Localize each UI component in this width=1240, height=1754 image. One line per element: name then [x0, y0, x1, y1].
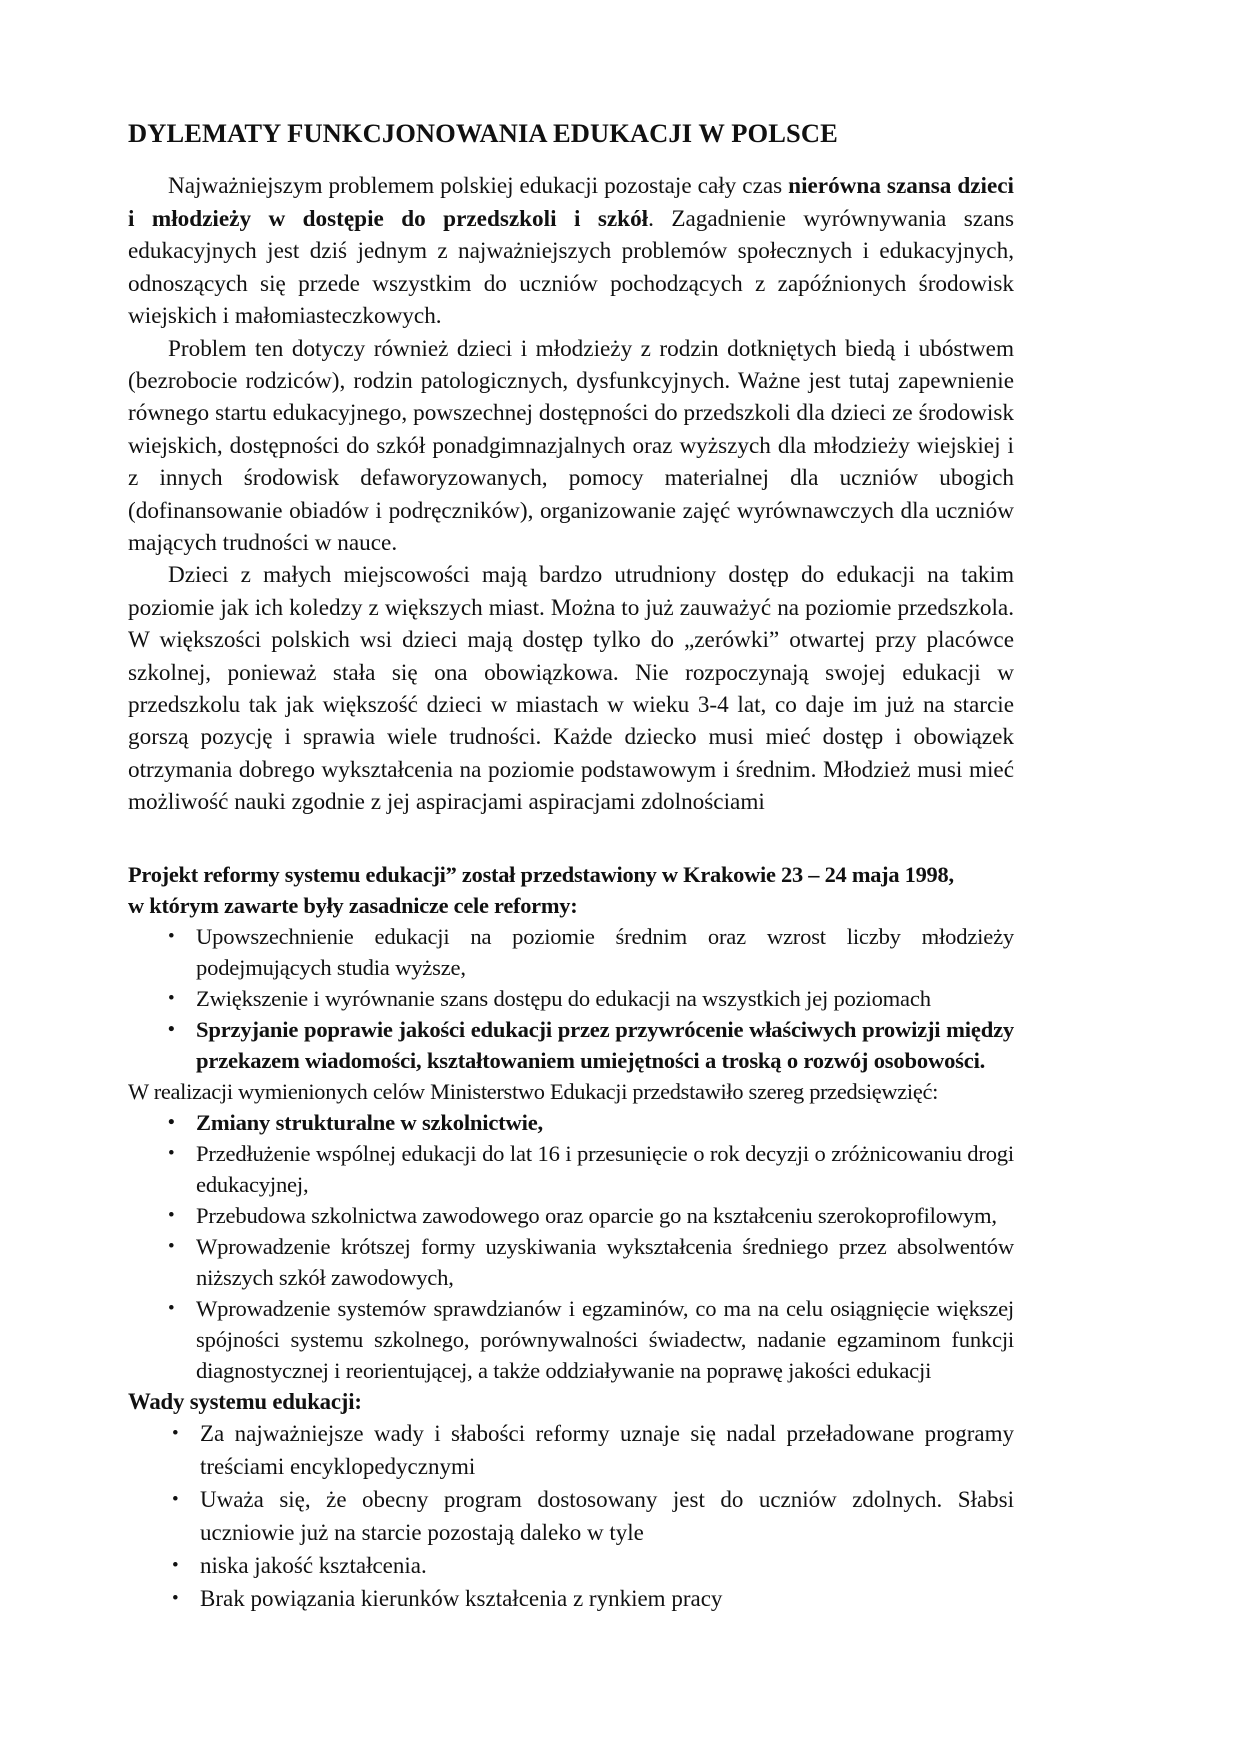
document-body	[128, 118, 1014, 1615]
bullet-icon: •	[168, 925, 175, 947]
list-item-text: Uważa się, że obecny program dostosowany jest do uczniów zdolnych. Słabsi uczniowie już na starcie pozostają daleko w tyle	[200, 1486, 1014, 1545]
list-item-text: Sprzyjanie poprawie jakości edukacji przez przywrócenie właściwych prowizji między przekazem wiadomości, kształtowaniem umiejętności a troską o rozwój osobowości.	[196, 1016, 1014, 1073]
list-item	[128, 921, 1014, 983]
list-item-text: Upowszechnienie edukacji na poziomie średnim oraz wzrost liczby młodzieży podejmujących studia wyższe,	[196, 923, 1014, 980]
list-item	[128, 1549, 1014, 1582]
list-item	[128, 1138, 1014, 1200]
bullet-icon: •	[172, 1554, 179, 1576]
list-item-text: Wprowadzenie krótszej formy uzyskiwania wykształcenia średniego przez absolwentów niższych szkół zawodowych,	[196, 1233, 1014, 1290]
flaws-heading: Wady systemu edukacji:	[128, 1388, 362, 1414]
paragraph-1-lead: Najważniejszym problemem polskiej edukacji pozostaje cały czas	[168, 173, 789, 200]
list-item	[128, 1293, 1014, 1386]
list-item-text: Przebudowa szkolnictwa zawodowego oraz oparcie go na kształceniu szerokoprofilowym,	[196, 1202, 997, 1228]
list-item	[128, 1107, 1014, 1138]
list-item	[128, 1582, 1014, 1615]
bullet-icon: •	[168, 1111, 175, 1133]
bullet-icon: •	[172, 1587, 179, 1609]
list-item	[128, 1231, 1014, 1293]
bullet-icon: •	[168, 1142, 175, 1164]
list-item-text: Zwiększenie i wyrównanie szans dostępu do edukacji na wszystkich jej poziomach	[196, 985, 931, 1011]
page-title: DYLEMATY FUNKCJONOWANIA EDUKACJI W POLSCE	[128, 118, 838, 148]
bullet-icon: •	[172, 1422, 179, 1444]
bullet-icon: •	[168, 1018, 175, 1040]
paragraph-1-tail: . Zagadnienie wyrównywania szans edukacyjnych jest dziś jednym z najważniejszych problemów społecznych i edukacyjnych, odnoszących się przede wszystkim do uczniów pochodzących z zapóźnionych środowisk wiejskich i małomiasteczkowych.	[128, 205, 1014, 330]
list-item-text: Za najważniejsze wady i słabości reformy uznaje się nadal przeładowane programy treściami encyklopedycznymi	[200, 1420, 1014, 1479]
list-item	[128, 1417, 1014, 1483]
measures-lead-in: W realizacji wymienionych celów Ministerstwo Edukacji przedstawiło szereg przedsięwzięć:	[128, 1078, 939, 1104]
reform-section	[128, 859, 1014, 1615]
bullet-icon: •	[168, 1204, 175, 1226]
reform-intro-line-1: Projekt reformy systemu edukacji” został przedstawiony w Krakowie 23 – 24 maja 1998,	[128, 861, 954, 887]
paragraph-1-emphasis: nierówna szansa dzieci i młodzieży w dostępie do przedszkoli i szkół	[128, 173, 1014, 232]
list-item	[128, 1014, 1014, 1076]
list-item	[128, 983, 1014, 1014]
paragraph-2: Problem ten dotyczy również dzieci i młodzieży z rodzin dotkniętych biedą i ubóstwem (bezrobocie rodziców), rodzin patologicznych, dysfunkcyjnych. Ważne jest tutaj zapewnienie równego startu edukacyjnego, powszechnej dostępności do przedszkoli dla dzieci ze środowisk wiejskich, dostępności do szkół ponadgimnazjalnych oraz wyższych dla młodzieży wiejskiej i z innych środowisk defaworyzowanych, pomocy materialnej dla uczniów ubogich (dofinansowanie obiadów i podręczników), organizowanie zajęć wyrównawczych dla uczniów mających trudności w nauce.	[128, 335, 1014, 556]
flaws-list	[128, 1417, 1014, 1615]
reform-measures-list	[128, 1107, 1014, 1386]
list-item-text: niska jakość kształcenia.	[200, 1552, 427, 1578]
bullet-icon: •	[172, 1488, 179, 1510]
list-item-text: Wprowadzenie systemów sprawdzianów i egzaminów, co ma na celu osiągnięcie większej spójności systemu szkolnego, porównywalności świadectw, nadanie egzaminom funkcji diagnostycznej i reorientującej, a także oddziaływanie na poprawę jakości edukacji	[196, 1295, 1014, 1383]
reform-goals-list	[128, 921, 1014, 1076]
list-item-text: Przedłużenie wspólnej edukacji do lat 16 i przesunięcie o rok decyzji o zróżnicowaniu drogi edukacyjnej,	[196, 1140, 1014, 1197]
bullet-icon: •	[168, 987, 175, 1009]
bullet-icon: •	[168, 1235, 175, 1257]
list-item-text: Zmiany strukturalne w szkolnictwie,	[196, 1109, 543, 1135]
list-item	[128, 1483, 1014, 1549]
list-item-text: Brak powiązania kierunków kształcenia z rynkiem pracy	[200, 1585, 723, 1611]
bullet-icon: •	[168, 1297, 175, 1319]
paragraph-3: Dzieci z małych miejscowości mają bardzo utrudniony dostęp do edukacji na takim poziomie jak ich koledzy z większych miast. Można to już zauważyć na poziomie przedszkola. W większości polskich wsi dzieci mają dostęp tylko do „zerówki” otwartej przy placówce szkolnej, ponieważ stała się ona obowiązkowa. Nie rozpoczynają swojej edukacji w przedszkolu tak jak większość dzieci w miastach w wieku 3-4 lat, co daje im już na starcie gorszą pozycję i sprawia wiele trudności. Każde dziecko musi mieć dostęp i obowiązek otrzymania dobrego wykształcenia na poziomie podstawowym i średnim. Młodzież musi mieć możliwość nauki zgodnie z jej aspiracjami aspiracjami zdolnościami	[128, 562, 1014, 816]
list-item	[128, 1200, 1014, 1231]
reform-intro-line-2: w którym zawarte były zasadnicze cele reformy:	[128, 892, 578, 918]
paragraph-1	[128, 170, 1014, 332]
